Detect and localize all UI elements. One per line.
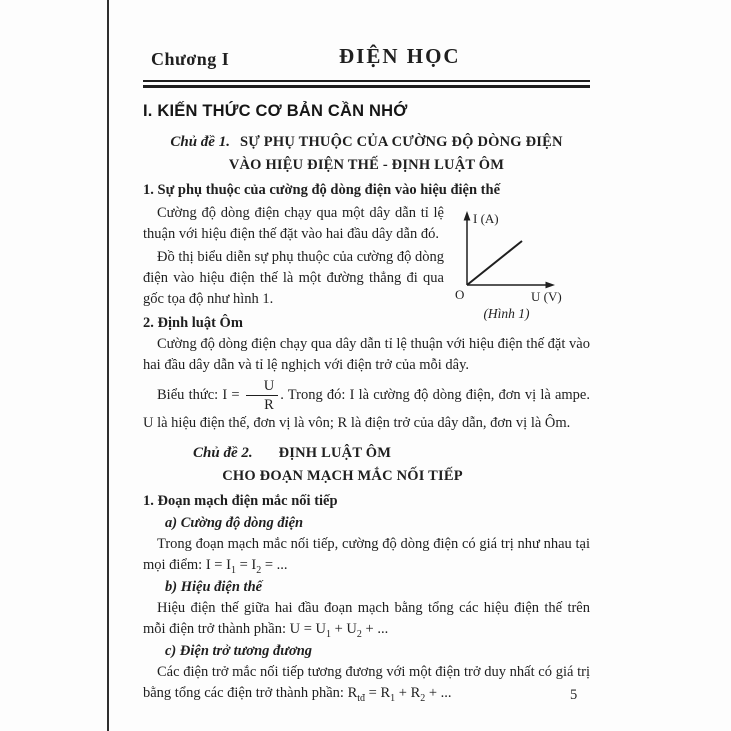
formula-subscript: tđ — [357, 692, 366, 704]
x-axis-label: U (V) — [531, 289, 562, 304]
paragraph-graph-description: Đồ thị biểu diễn sự phụ thuộc của cường độ dòng điện vào hiệu điện thế là một đường thẳng đi qua gốc tọa độ như hình 1. — [143, 249, 444, 307]
topic2-heading-line1 — [193, 442, 590, 465]
formula-segment: = ... — [261, 557, 288, 573]
paragraph-current-voltage: Cường độ dòng điện chạy qua một dây dẫn tỉ lệ thuận với hiệu điện thế đặt vào hai đầu dây dẫn đó. — [143, 205, 444, 242]
formula-lead-text: Biểu thức: I = — [157, 386, 240, 403]
section-title: I. KIẾN THỨC CƠ BẢN CẦN NHỚ — [143, 102, 408, 120]
header-double-rule — [143, 80, 590, 88]
formula-segment: = I — [235, 557, 257, 573]
fraction-numerator: U — [246, 378, 278, 396]
formula-segment: + U — [330, 621, 357, 637]
figure-caption: (Hình 1) — [483, 306, 530, 321]
formula-subscript: 2 — [256, 564, 262, 576]
paragraph-ohm-law: Cường độ dòng điện chạy qua dây dẫn tỉ lệ thuận với hiệu điện thế đặt vào hai đầu dây dẫn và tỉ lệ nghịch với điện trở của mỗi dây. — [143, 336, 590, 373]
paragraph-series-voltage — [143, 598, 590, 640]
linear-data-line — [467, 241, 522, 285]
formula-segment: R — [347, 685, 358, 701]
fraction-denominator: R — [264, 397, 274, 413]
narrow-text-column — [143, 203, 444, 310]
chapter-header — [143, 46, 590, 76]
topic1-subheading-1: 1. Sự phụ thuộc của cường độ dòng điện vào hiệu điện thế — [143, 182, 501, 198]
topic2-label: Chủ đề 2. — [193, 445, 253, 461]
iv-graph-plot — [445, 205, 590, 305]
formula-subscript: 1 — [325, 628, 331, 640]
page-number: 5 — [570, 687, 578, 703]
paragraph-ohm-formula — [143, 378, 590, 434]
chapter-label: Chương I — [151, 49, 230, 69]
text-and-figure-zone — [143, 203, 590, 321]
item-b-heading: b) Hiệu điện thế — [165, 579, 263, 595]
topic1-heading-line1 — [143, 131, 590, 154]
topic1-title-line1: SỰ PHỤ THUỘC CỦA CƯỜNG ĐỘ DÒNG ĐIỆN — [239, 134, 563, 150]
formula-segment: + ... — [425, 685, 452, 701]
series-voltage-text: Hiệu điện thế giữa hai đầu đoạn mạch bằng tổng các hiệu điện thế trên mỗi điện trở thành phần: — [143, 600, 590, 637]
item-c-heading: c) Điện trở tương đương — [165, 643, 313, 659]
series-current-formula — [205, 557, 288, 576]
fraction-u-over-r — [246, 378, 278, 413]
formula-segment: + R — [395, 685, 421, 701]
origin-label: O — [455, 287, 465, 302]
topic1-title-line2: VÀO HIỆU ĐIỆN THẾ - ĐỊNH LUẬT ÔM — [228, 157, 505, 173]
topic2-heading — [143, 442, 590, 488]
item-a-heading: a) Cường độ dòng điện — [165, 515, 304, 531]
formula-subscript: 1 — [390, 692, 396, 704]
topic2-title-line1: ĐỊNH LUẬT ÔM — [278, 445, 392, 461]
y-axis-label: I (A) — [473, 211, 499, 226]
formula-segment: U = U — [289, 621, 326, 637]
formula-segment: + ... — [361, 621, 389, 637]
formula-subscript: 2 — [356, 628, 362, 640]
formula-subscript: 2 — [420, 692, 426, 704]
x-axis-arrowhead-icon — [546, 282, 556, 289]
paragraph-equivalent-resistance — [143, 662, 590, 704]
equivalent-resistance-formula — [347, 685, 452, 704]
formula-segment: = R — [365, 685, 391, 701]
topic1-subheading-2: 2. Định luật Ôm — [143, 315, 243, 331]
topic1-label: Chủ đề 1. — [170, 134, 230, 150]
formula-segment: I = I — [205, 557, 231, 573]
figure-iv-graph — [445, 205, 590, 324]
formula-tail-text: . Trong đó: I là cường độ dòng điện, đơn vị là ampe. U là hiệu điện thế, đơn vị là vôn; R là điện trở của dây dẫn, đơn vị là Ôm. — [143, 386, 590, 431]
topic1-heading — [143, 131, 590, 177]
page-content — [143, 46, 590, 704]
page-gutter-line — [107, 0, 109, 731]
equivalent-resistance-text: Các điện trở mắc nối tiếp tương đương với một điện trở duy nhất có giá trị bằng tổng các điện trở thành phần: — [143, 664, 590, 701]
paragraph-series-current — [143, 534, 590, 576]
formula-subscript: 1 — [230, 564, 236, 576]
y-axis-arrowhead-icon — [464, 211, 471, 221]
series-voltage-formula — [289, 621, 389, 640]
chapter-title: ĐIỆN HỌC — [339, 44, 461, 68]
series-current-text: Trong đoạn mạch mắc nối tiếp, cường độ dòng điện có giá trị như nhau tại mọi điểm: — [143, 536, 590, 573]
topic2-title-line2: CHO ĐOẠN MẠCH MẮC NỐI TIẾP — [222, 468, 463, 484]
topic2-subheading-1: 1. Đoạn mạch điện mắc nối tiếp — [143, 493, 338, 509]
